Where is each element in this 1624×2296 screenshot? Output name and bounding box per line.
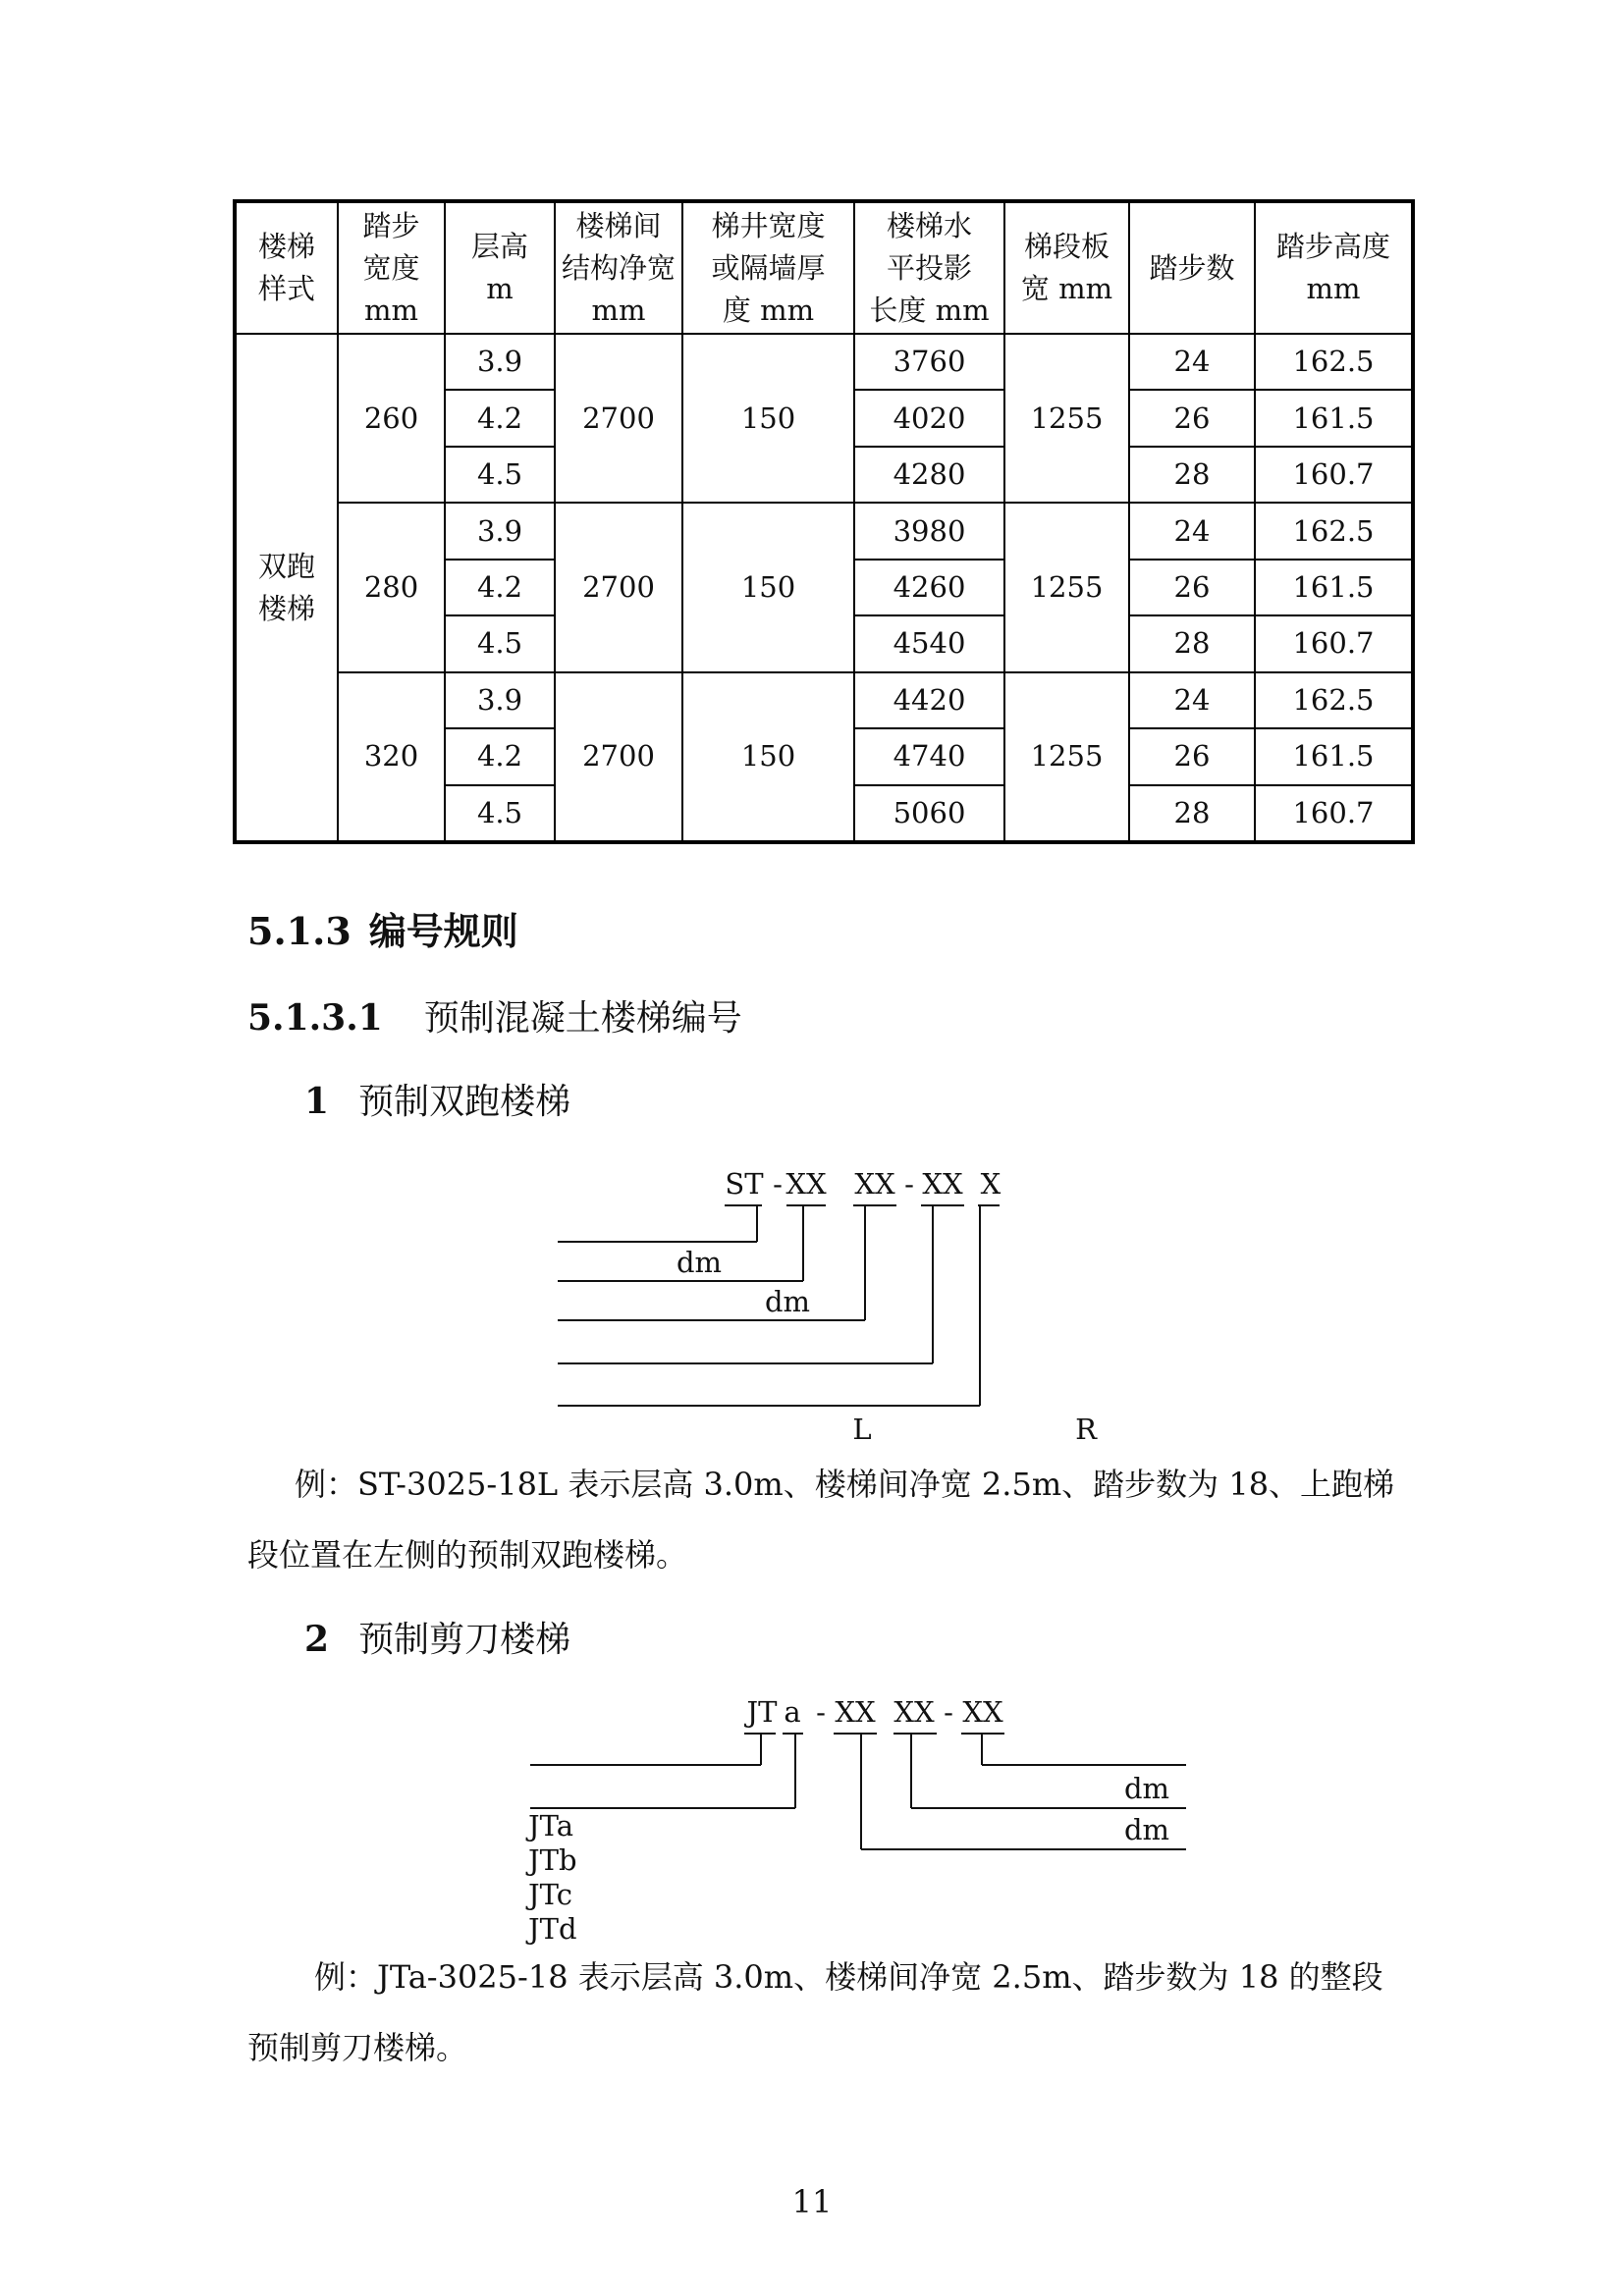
step-count-cell: 24 bbox=[1129, 672, 1255, 728]
table-row bbox=[235, 503, 1413, 559]
header-cell: 楼梯水 平投影 长度 mm bbox=[854, 201, 1004, 334]
step-height-cell: 161.5 bbox=[1255, 390, 1413, 446]
slab-width-cell: 1255 bbox=[1004, 503, 1129, 671]
stair-spec-table bbox=[233, 199, 1415, 844]
header-cell: 楼梯间 结构净宽 mm bbox=[555, 201, 682, 334]
tread-width-cell: 280 bbox=[338, 503, 445, 671]
section-number: 5.1.3 bbox=[247, 909, 352, 953]
net-width-cell: 2700 bbox=[555, 334, 682, 503]
floor-height-cell: 3.9 bbox=[445, 334, 555, 390]
step-height-cell: 162.5 bbox=[1255, 503, 1413, 559]
net-width-cell: 2700 bbox=[555, 672, 682, 842]
code-dash: - bbox=[773, 1167, 783, 1201]
subsection-heading bbox=[247, 990, 742, 1041]
step-height-cell: 160.7 bbox=[1255, 615, 1413, 671]
right-side-label: R bbox=[1075, 1413, 1097, 1446]
step-height-cell: 161.5 bbox=[1255, 728, 1413, 784]
subsection-number: 5.1.3.1 bbox=[247, 997, 383, 1039]
item1-title: 预制双跑楼梯 bbox=[358, 1082, 571, 1122]
item2-number: 2 bbox=[304, 1619, 330, 1660]
section-title: 编号规则 bbox=[368, 909, 518, 953]
table-row bbox=[235, 672, 1413, 728]
step-count-cell: 26 bbox=[1129, 560, 1255, 615]
floor-height-cell: 4.2 bbox=[445, 560, 555, 615]
step-count-cell: 28 bbox=[1129, 447, 1255, 503]
table-header-row bbox=[235, 201, 1413, 334]
item2-title: 预制剪刀楼梯 bbox=[358, 1620, 571, 1660]
floor-height-cell: 4.5 bbox=[445, 785, 555, 842]
double-run-code-diagram bbox=[0, 1158, 1624, 1453]
well-width-cell: 150 bbox=[682, 503, 854, 671]
code-part-side: X bbox=[980, 1167, 1001, 1201]
item1-number: 1 bbox=[304, 1081, 330, 1122]
code-dash: - bbox=[944, 1695, 953, 1729]
tread-width-cell: 320 bbox=[338, 672, 445, 842]
example-paragraph-1: 例：ST-3025-18L 表示层高 3.0m、楼梯间净宽 2.5m、踏步数为 18、上跑梯段位置在左侧的预制双跑楼梯。 bbox=[247, 1466, 1395, 1574]
projection-length-cell: 4420 bbox=[854, 672, 1004, 728]
header-cell: 梯井宽度 或隔墙厚 度 mm bbox=[682, 201, 854, 334]
code-part-type: a bbox=[784, 1695, 801, 1729]
step-count-cell: 26 bbox=[1129, 390, 1255, 446]
type-list bbox=[525, 1809, 577, 1946]
floor-height-cell: 4.5 bbox=[445, 447, 555, 503]
code-part-width: XX bbox=[854, 1167, 895, 1201]
well-width-cell: 150 bbox=[682, 334, 854, 503]
item1-heading bbox=[304, 1074, 570, 1124]
projection-length-cell: 4740 bbox=[854, 728, 1004, 784]
projection-length-cell: 4020 bbox=[854, 390, 1004, 446]
type-label: JTc bbox=[528, 1878, 572, 1911]
scissor-code-diagram bbox=[0, 1686, 1624, 1951]
step-height-cell: 162.5 bbox=[1255, 672, 1413, 728]
tread-width-cell: 260 bbox=[338, 334, 445, 503]
table-row bbox=[235, 334, 1413, 390]
header-cell: 梯段板 宽 mm bbox=[1004, 201, 1129, 334]
example-paragraph-2: 例：JTa-3025-18 表示层高 3.0m、楼梯间净宽 2.5m、踏步数为 18 的整段预制剪刀楼梯。 bbox=[247, 1958, 1383, 2066]
code-part-width: XX bbox=[893, 1695, 935, 1729]
projection-length-cell: 3760 bbox=[854, 334, 1004, 390]
floor-height-cell: 4.5 bbox=[445, 615, 555, 671]
leader-lines bbox=[530, 1734, 1186, 1849]
page-number: 11 bbox=[791, 2183, 833, 2220]
width-unit-label: dm bbox=[764, 1285, 811, 1318]
step-height-cell: 160.7 bbox=[1255, 785, 1413, 842]
code-prefix: ST bbox=[725, 1167, 764, 1201]
code-part-height: XX bbox=[835, 1695, 876, 1729]
projection-length-cell: 4260 bbox=[854, 560, 1004, 615]
net-width-cell: 2700 bbox=[555, 503, 682, 671]
well-width-cell: 150 bbox=[682, 672, 854, 842]
header-cell: 层高 m bbox=[445, 201, 555, 334]
projection-length-cell: 4280 bbox=[854, 447, 1004, 503]
code-string bbox=[744, 1695, 1003, 1729]
type-label: JTd bbox=[528, 1912, 577, 1946]
type-label: JTa bbox=[528, 1809, 574, 1842]
subsection-title: 预制混凝土楼梯编号 bbox=[423, 998, 742, 1039]
step-height-cell: 161.5 bbox=[1255, 560, 1413, 615]
code-part-steps: XX bbox=[962, 1695, 1003, 1729]
floor-height-cell: 4.2 bbox=[445, 390, 555, 446]
code-dash: - bbox=[904, 1167, 914, 1201]
header-cell: 踏步数 bbox=[1129, 201, 1255, 334]
item2-heading bbox=[304, 1612, 570, 1662]
code-part-height: XX bbox=[785, 1167, 827, 1201]
step-height-cell: 162.5 bbox=[1255, 334, 1413, 390]
slab-width-cell: 1255 bbox=[1004, 672, 1129, 842]
steps-unit-label: dm bbox=[1123, 1772, 1170, 1805]
header-cell: 踏步高度 mm bbox=[1255, 201, 1413, 334]
left-side-label: L bbox=[852, 1413, 872, 1446]
code-part-steps: XX bbox=[922, 1167, 963, 1201]
projection-length-cell: 4540 bbox=[854, 615, 1004, 671]
floor-height-cell: 3.9 bbox=[445, 672, 555, 728]
stair-style-cell: 双跑 楼梯 bbox=[235, 334, 338, 842]
step-count-cell: 26 bbox=[1129, 728, 1255, 784]
height-unit-label: dm bbox=[676, 1246, 723, 1279]
type-label: JTb bbox=[528, 1843, 577, 1877]
step-height-cell: 160.7 bbox=[1255, 447, 1413, 503]
code-dash: - bbox=[816, 1695, 826, 1729]
floor-height-cell: 4.2 bbox=[445, 728, 555, 784]
slab-width-cell: 1255 bbox=[1004, 334, 1129, 503]
step-count-cell: 24 bbox=[1129, 503, 1255, 559]
code-prefix: JT bbox=[746, 1695, 778, 1729]
step-count-cell: 24 bbox=[1129, 334, 1255, 390]
section-heading bbox=[247, 901, 518, 955]
header-cell: 踏步 宽度 mm bbox=[338, 201, 445, 334]
projection-length-cell: 5060 bbox=[854, 785, 1004, 842]
floor-height-cell: 3.9 bbox=[445, 503, 555, 559]
header-cell: 楼梯 样式 bbox=[235, 201, 338, 334]
code-string bbox=[725, 1167, 1001, 1201]
width-unit-label: dm bbox=[1123, 1813, 1170, 1846]
step-count-cell: 28 bbox=[1129, 615, 1255, 671]
projection-length-cell: 3980 bbox=[854, 503, 1004, 559]
step-count-cell: 28 bbox=[1129, 785, 1255, 842]
